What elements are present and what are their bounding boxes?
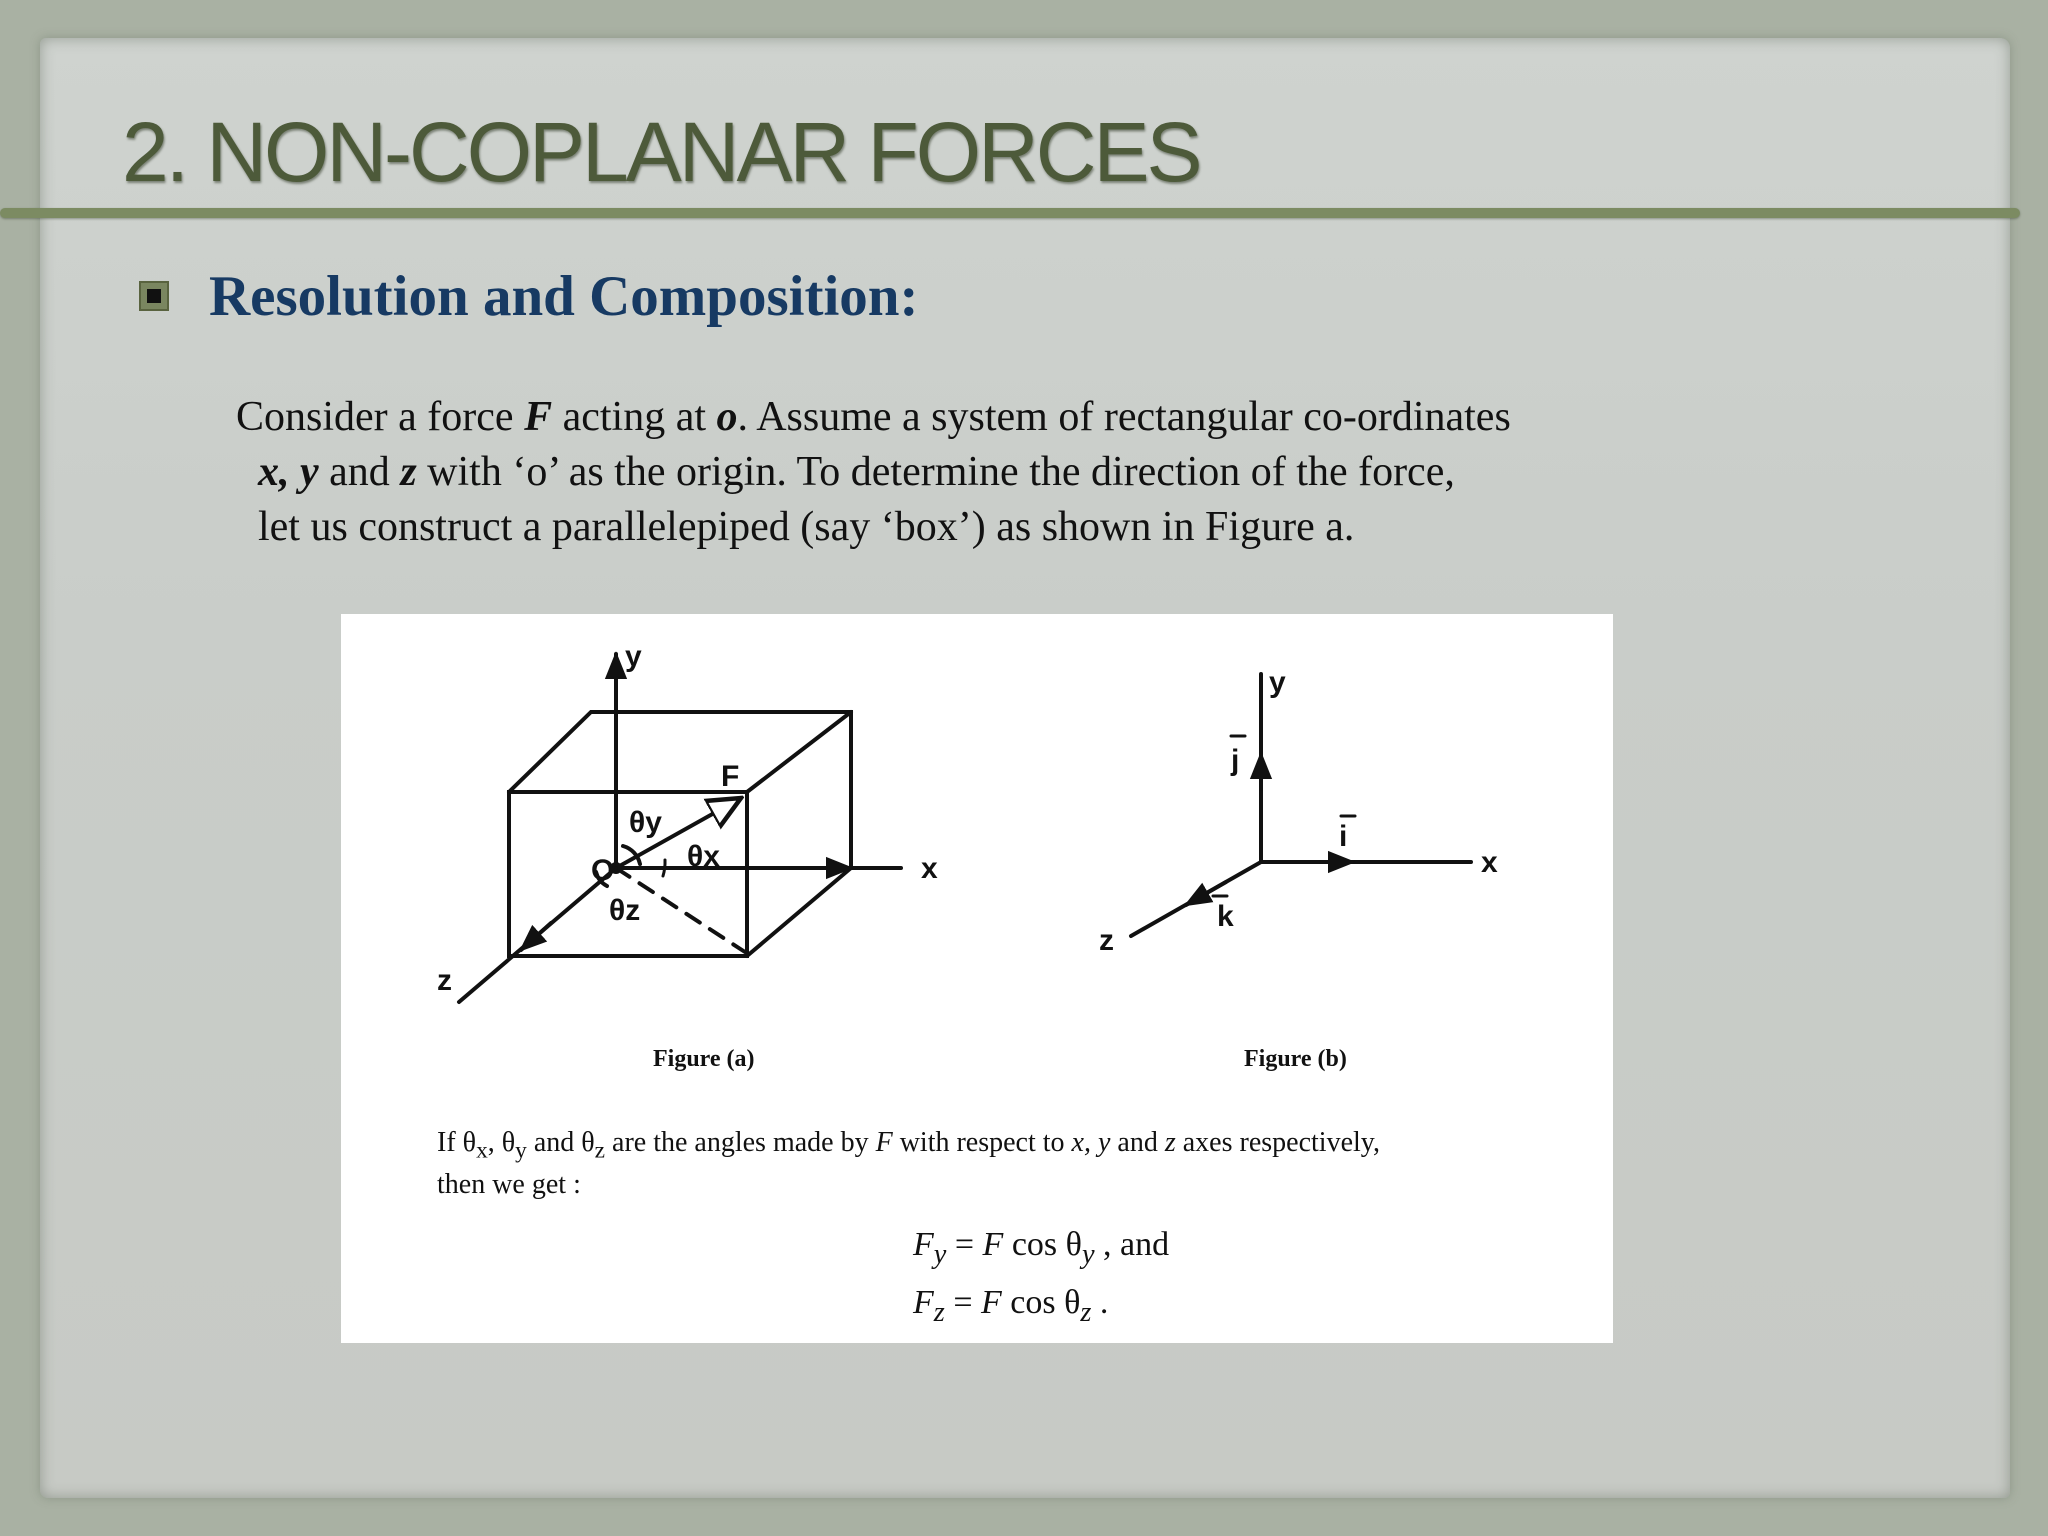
fig-a-label-theta-x: θx [687,840,720,873]
figure-statement [437,1126,1537,1202]
fig-b-label-i: i [1339,820,1348,853]
paragraph-line-1: Consider a force F acting at o. Assume a system of rectangular co-ordinates [236,394,1511,440]
statement-line-2: then we get : [437,1168,581,1200]
figure-b-caption: Figure (b) [1244,1046,1347,1072]
slide-title: 2. NON-COPLANAR FORCES [122,105,1200,199]
statement-line-1: If $\theta_x$, $\theta_y$ and $\theta_z$ are the angles made by F with respect to x, y and z axes respectively, [437,1127,1380,1164]
fig-b-label-z: z [1099,924,1114,957]
fig-b-label-y: y [1269,666,1286,699]
equation-fz: $F_z = F$ $\cos \theta_z$ . [913,1284,1109,1328]
fig-a-label-o: O [591,854,615,887]
equation-fy: $F_y = F$ $\cos \theta_y$ , and [913,1226,1170,1270]
fig-a-label-theta-z: θz [609,894,641,927]
paragraph-line-3: let us construct a parallelepiped (say ‘box’) as shown in Figure a. [258,504,1355,550]
section-heading: Resolution and Composition: [209,265,919,328]
fig-a-label-y: y [625,640,642,673]
fig-b-label-x: x [1481,846,1498,879]
square-bullet-icon [139,281,169,311]
figure-image [341,614,1613,1343]
fig-a-label-f: F [721,760,740,793]
title-underline [0,208,2020,218]
body-paragraph [236,390,1736,555]
figure-a-diagram [459,654,901,1002]
fig-b-label-k: k [1217,900,1234,933]
figure-b-diagram [1131,674,1471,936]
figure-a-caption: Figure (a) [653,1046,755,1072]
fig-a-label-theta-y: θy [629,806,662,839]
fig-a-label-z: z [437,964,452,997]
fig-a-label-x: x [921,852,938,885]
fig-b-label-j: j [1231,744,1240,777]
paragraph-line-2: x, y and z with ‘o’ as the origin. To determine the direction of the force, [258,449,1455,495]
